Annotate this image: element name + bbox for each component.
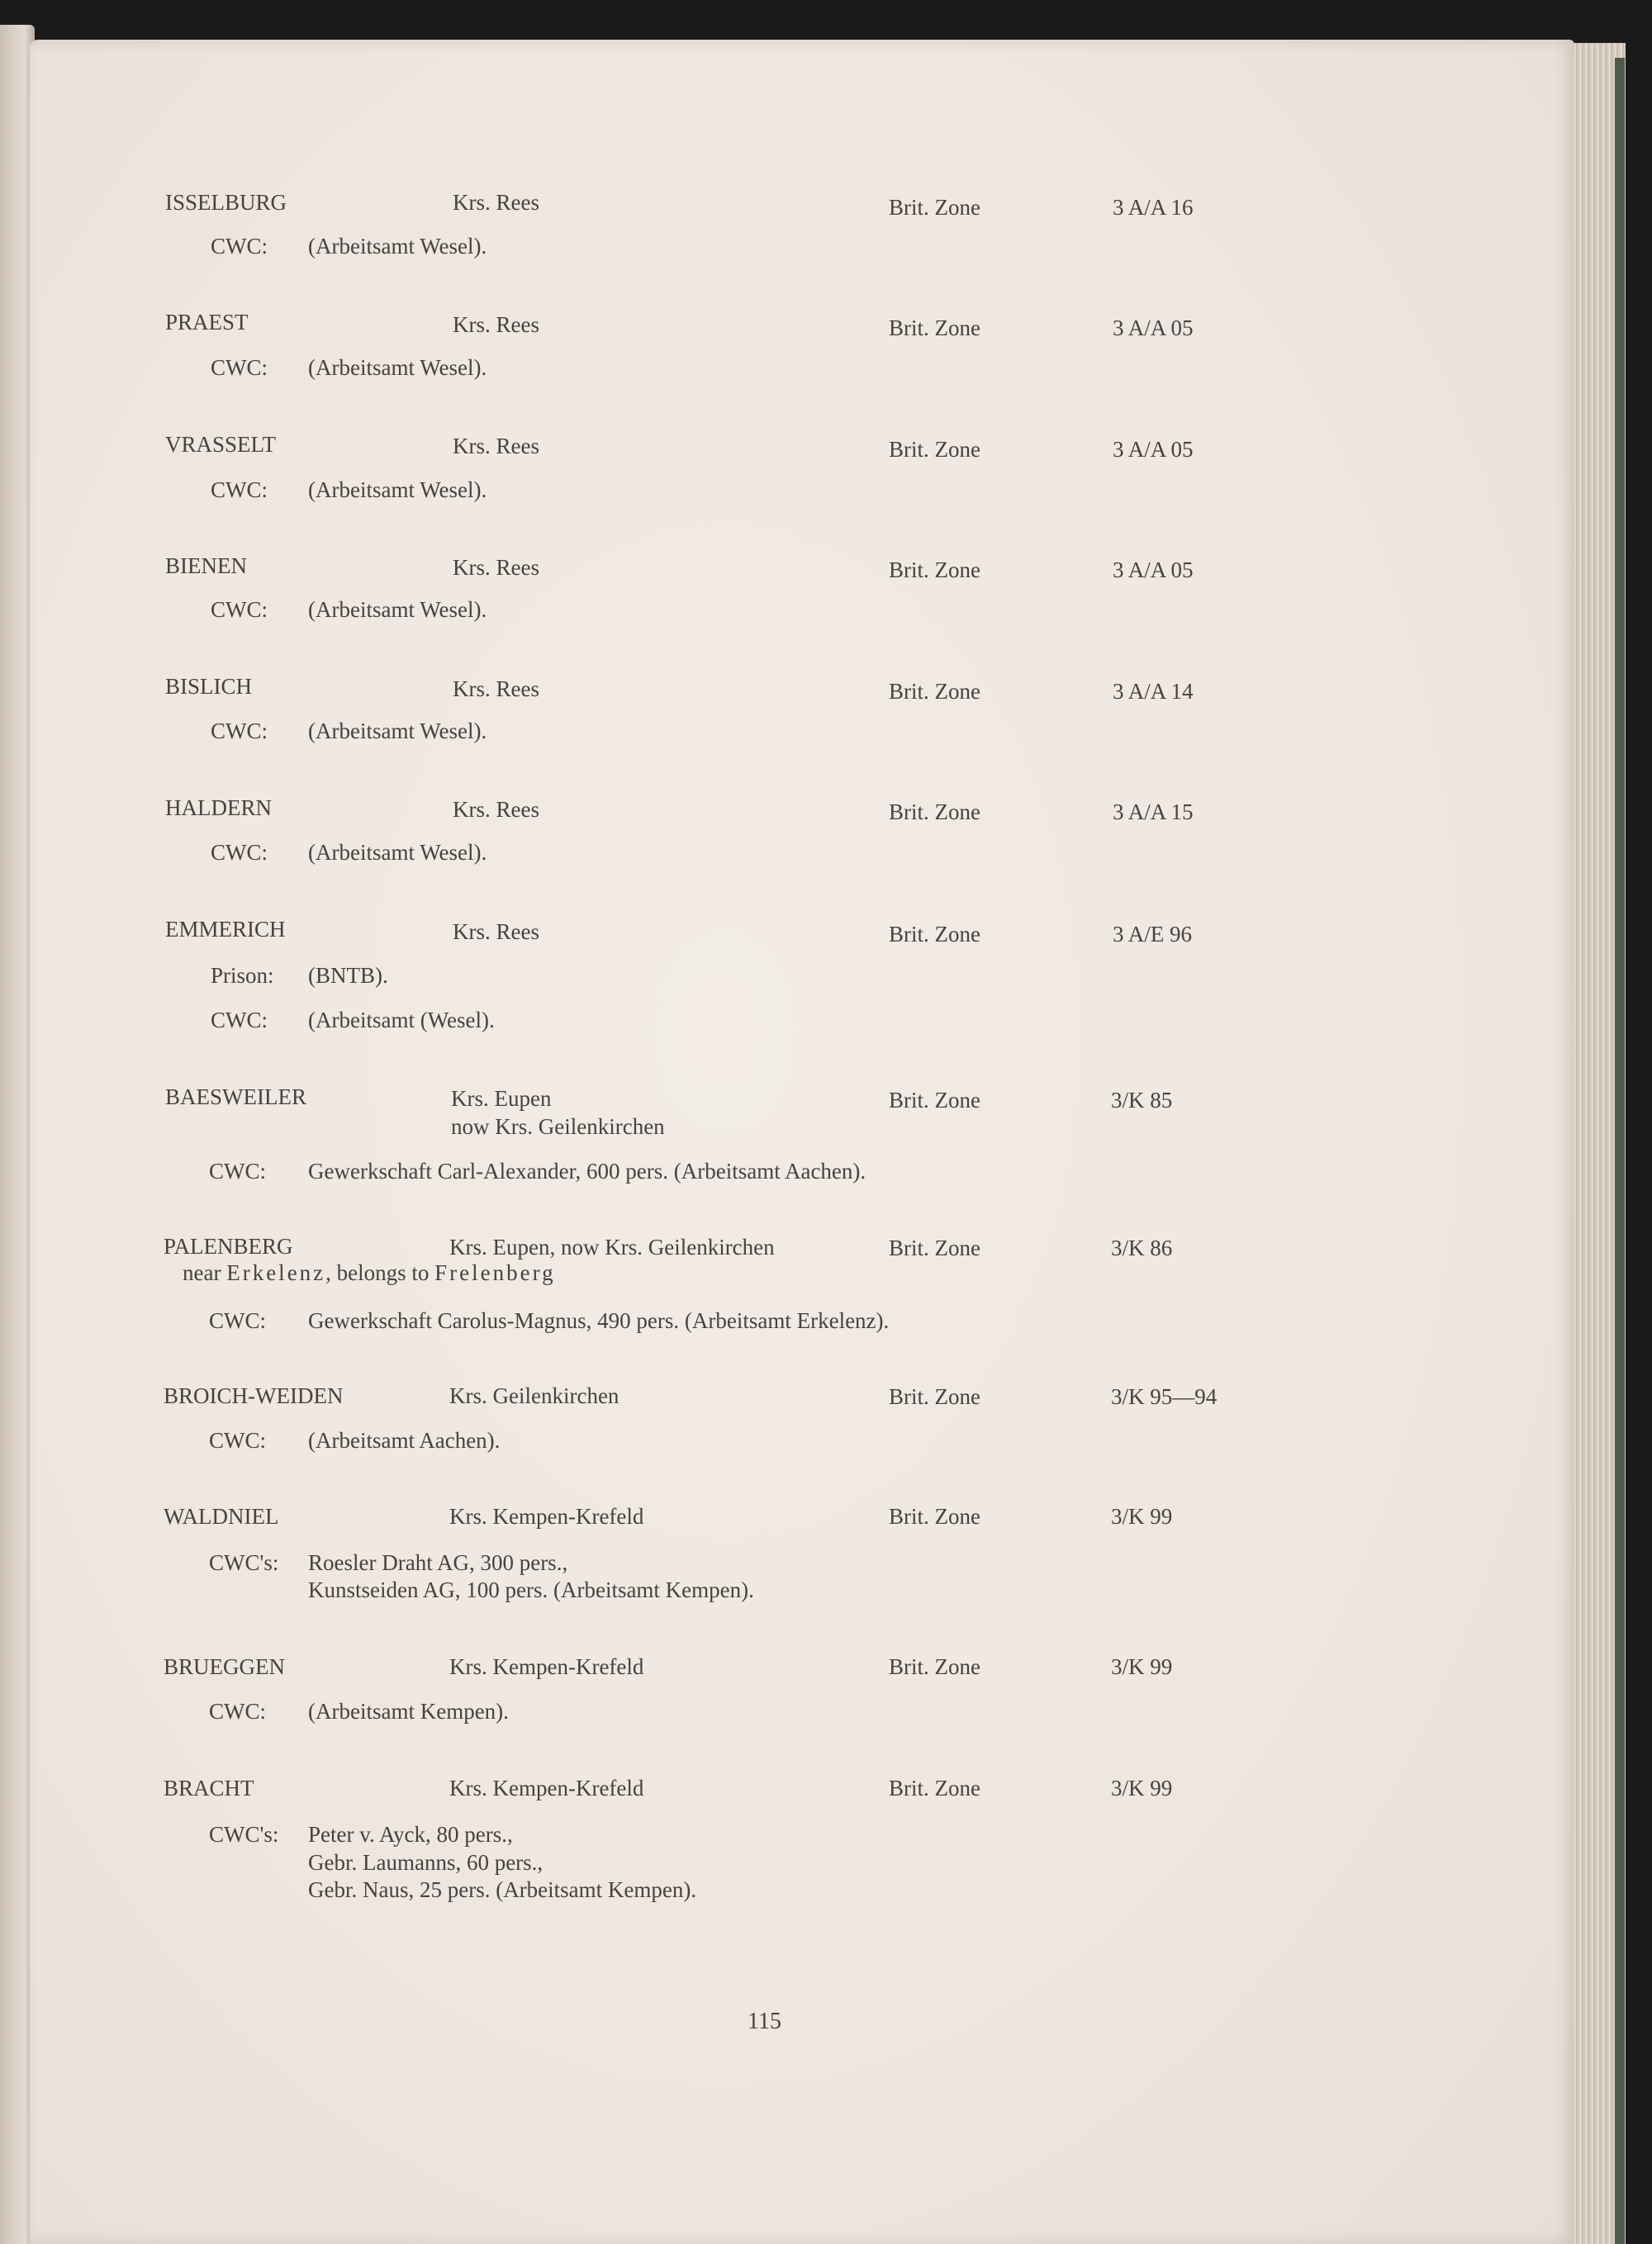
page-number: 115: [748, 2009, 781, 2034]
detail-text: (Arbeitsamt Aachen).: [308, 1428, 501, 1453]
detail-label: CWC:: [211, 477, 268, 502]
entry-zone: Brit. Zone: [889, 1384, 980, 1409]
entry-zone: Brit. Zone: [889, 1776, 980, 1800]
entry-zone: Brit. Zone: [889, 1088, 980, 1113]
detail-text: (Arbeitsamt Wesel).: [308, 355, 487, 380]
detail-text: Gebr. Laumanns, 60 pers.,: [308, 1850, 544, 1875]
entry-zone: Brit. Zone: [889, 1236, 980, 1260]
detail-label: CWC:: [209, 1159, 267, 1184]
detail-label: CWC:: [211, 234, 268, 259]
book-cover-edge: [1615, 58, 1625, 2244]
entry-code: 3 A/E 96: [1113, 922, 1193, 946]
detail-text: Gebr. Naus, 25 pers. (Arbeitsamt Kempen).: [308, 1877, 697, 1902]
entry-place: VRASSELT: [165, 432, 277, 457]
detail-label: CWC:: [209, 1428, 267, 1453]
detail-label: CWC:: [211, 355, 268, 380]
entry-code: 3/K 99: [1111, 1504, 1173, 1529]
entry-district: Krs. Rees: [453, 797, 539, 822]
detail-label: CWC:: [211, 1008, 268, 1032]
detail-text: Gewerkschaft Carl-Alexander, 600 pers. (Arbeitsamt Aachen).: [308, 1159, 866, 1184]
detail-label: CWC:: [211, 719, 268, 743]
entry-zone: Brit. Zone: [889, 799, 980, 824]
entry-place: EMMERICH: [165, 917, 286, 942]
entry-zone: Brit. Zone: [889, 437, 980, 462]
detail-label: CWC:: [211, 840, 268, 865]
entry-code: 3 A/A 15: [1113, 799, 1194, 824]
detail-text: (Arbeitsamt Wesel).: [308, 477, 487, 502]
entry-district: Krs. Kempen-Krefeld: [449, 1504, 644, 1529]
entry-code: 3/K 95—94: [1111, 1384, 1218, 1409]
entry-zone: Brit. Zone: [889, 315, 980, 340]
entry-place: WALDNIEL: [164, 1504, 279, 1529]
note-prefix: near: [183, 1260, 221, 1285]
detail-text: Roesler Draht AG, 300 pers.,: [308, 1550, 568, 1575]
entry-place: ISSELBURG: [165, 190, 287, 215]
entry-place: PALENBERG: [164, 1234, 293, 1259]
entry-district: Krs. Kempen-Krefeld: [449, 1654, 644, 1679]
entry-code: 3/K 99: [1111, 1776, 1173, 1800]
detail-label: CWC:: [209, 1699, 267, 1724]
note-middle: , belongs to: [325, 1260, 430, 1285]
detail-text: (Arbeitsamt Wesel).: [308, 719, 487, 743]
entry-district: Krs. Rees: [453, 555, 539, 580]
entry-code: 3 A/A 05: [1113, 437, 1194, 462]
entry-zone: Brit. Zone: [889, 1504, 980, 1529]
detail-text: Kunstseiden AG, 100 pers. (Arbeitsamt Kempen).: [308, 1577, 754, 1602]
entry-district: Krs. Rees: [453, 434, 539, 458]
entry-location-note: [183, 1262, 556, 1284]
detail-text: (Arbeitsamt Wesel).: [308, 234, 487, 259]
entry-zone: Brit. Zone: [889, 557, 980, 582]
entry-place: BROICH-WEIDEN: [164, 1383, 344, 1408]
detail-text: Peter v. Ayck, 80 pers.,: [308, 1822, 513, 1847]
entry-code: 3 A/A 14: [1113, 679, 1194, 704]
entry-district: Krs. Rees: [453, 919, 539, 944]
entry-place: BIENEN: [165, 553, 247, 578]
entry-district: Krs. Rees: [453, 676, 539, 701]
detail-label: CWC's:: [209, 1822, 279, 1847]
detail-text: (Arbeitsamt (Wesel).: [308, 1008, 495, 1032]
detail-label: CWC:: [211, 597, 268, 622]
entry-zone: Brit. Zone: [889, 195, 980, 220]
entry-district-line2: now Krs. Geilenkirchen: [451, 1114, 665, 1139]
entry-place: PRAEST: [165, 310, 249, 334]
note-place: Erkelenz: [226, 1260, 326, 1285]
detail-label: Prison:: [211, 963, 274, 988]
detail-label: CWC's:: [209, 1550, 279, 1575]
entry-code: 3 A/A 05: [1113, 557, 1194, 582]
entry-district: Krs. Eupen, now Krs. Geilenkirchen: [449, 1235, 775, 1260]
detail-text: Gewerkschaft Carolus-Magnus, 490 pers. (Arbeitsamt Erkelenz).: [308, 1308, 890, 1333]
entry-district: Krs. Geilenkirchen: [449, 1383, 620, 1408]
entry-zone: Brit. Zone: [889, 922, 980, 946]
entry-district: Krs. Kempen-Krefeld: [449, 1776, 644, 1800]
entry-place: BRACHT: [164, 1776, 254, 1800]
entry-district: Krs. Rees: [453, 190, 539, 215]
entry-place: BAESWEILER: [165, 1084, 306, 1109]
entry-district: Krs. Eupen: [451, 1086, 552, 1111]
entry-code: 3 A/A 05: [1113, 315, 1194, 340]
detail-text: (BNTB).: [308, 963, 388, 988]
entry-place: HALDERN: [165, 795, 272, 820]
entry-code: 3/K 86: [1111, 1236, 1173, 1260]
detail-text: (Arbeitsamt Wesel).: [308, 840, 487, 865]
entry-code: 3/K 99: [1111, 1654, 1173, 1679]
entry-code: 3 A/A 16: [1113, 195, 1194, 220]
entry-zone: Brit. Zone: [889, 679, 980, 704]
detail-label: CWC:: [209, 1308, 267, 1333]
entry-code: 3/K 85: [1111, 1088, 1173, 1113]
entry-district: Krs. Rees: [453, 312, 539, 337]
entry-zone: Brit. Zone: [889, 1654, 980, 1679]
detail-text: (Arbeitsamt Wesel).: [308, 597, 487, 622]
entry-place: BRUEGGEN: [164, 1654, 285, 1679]
entry-place: BISLICH: [165, 674, 253, 699]
detail-text: (Arbeitsamt Kempen).: [308, 1699, 509, 1724]
note-place: Frelenberg: [434, 1260, 556, 1285]
